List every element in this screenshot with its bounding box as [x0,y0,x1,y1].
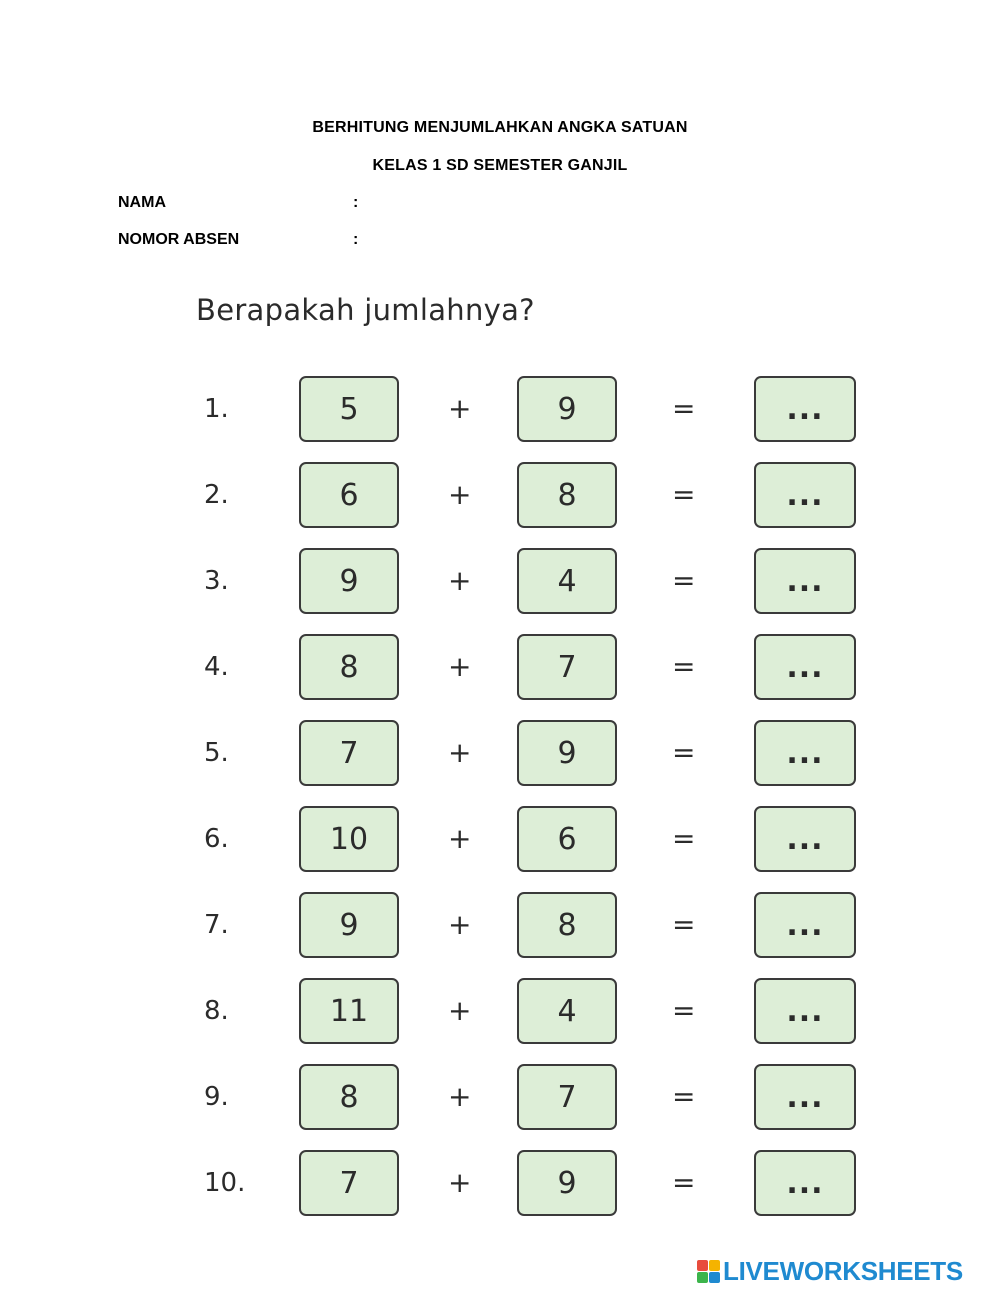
problem-number: 6. [204,824,229,854]
problem-row [0,376,1000,446]
answer-box[interactable]: ... [754,376,856,442]
problem-number: 5. [204,738,229,768]
first-addend-box: 7 [299,720,399,786]
absence-number-label: NOMOR ABSEN [118,231,240,248]
name-field [118,194,359,212]
liveworksheets-logo-icon [697,1260,720,1283]
equals-sign: = [672,908,696,941]
first-addend-box: 8 [299,634,399,700]
second-addend-box: 4 [517,548,617,614]
plus-sign: + [448,564,472,597]
answer-box[interactable]: ... [754,1150,856,1216]
problem-number: 7. [204,910,229,940]
problem-row [0,634,1000,704]
equals-sign: = [672,736,696,769]
second-addend-box: 4 [517,978,617,1044]
plus-sign: + [448,994,472,1027]
problem-number: 9. [204,1082,229,1112]
answer-box[interactable]: ... [754,892,856,958]
answer-box[interactable]: ... [754,462,856,528]
problem-row [0,1150,1000,1220]
problem-row [0,892,1000,962]
plus-sign: + [448,822,472,855]
worksheet-title: BERHITUNG MENJUMLAHKAN ANGKA SATUAN [312,119,688,136]
equals-sign: = [672,650,696,683]
absence-number-field [118,231,359,249]
answer-box[interactable]: ... [754,806,856,872]
answer-box[interactable]: ... [754,548,856,614]
problem-row [0,548,1000,618]
problem-row [0,1064,1000,1134]
answer-box[interactable]: ... [754,720,856,786]
plus-sign: + [448,1166,472,1199]
equals-sign: = [672,478,696,511]
problem-number: 10. [204,1168,246,1198]
name-colon: : [353,194,359,211]
first-addend-box: 9 [299,892,399,958]
equals-sign: = [672,822,696,855]
problem-row [0,806,1000,876]
answer-box[interactable]: ... [754,634,856,700]
question-heading: Berapakah jumlahnya? [196,293,535,327]
first-addend-box: 6 [299,462,399,528]
first-addend-box: 10 [299,806,399,872]
first-addend-box: 11 [299,978,399,1044]
equals-sign: = [672,392,696,425]
brand-name: LIVEWORKSHEETS [723,1255,963,1286]
first-addend-box: 8 [299,1064,399,1130]
plus-sign: + [448,908,472,941]
problem-row [0,720,1000,790]
equals-sign: = [672,994,696,1027]
problem-number: 3. [204,566,229,596]
second-addend-box: 9 [517,720,617,786]
problem-row [0,462,1000,532]
first-addend-box: 9 [299,548,399,614]
first-addend-box: 5 [299,376,399,442]
second-addend-box: 9 [517,376,617,442]
equals-sign: = [672,1166,696,1199]
answer-box[interactable]: ... [754,978,856,1044]
equals-sign: = [672,564,696,597]
second-addend-box: 6 [517,806,617,872]
plus-sign: + [448,478,472,511]
equals-sign: = [672,1080,696,1113]
worksheet-subtitle: KELAS 1 SD SEMESTER GANJIL [372,157,628,174]
second-addend-box: 8 [517,892,617,958]
plus-sign: + [448,650,472,683]
name-label: NAMA [118,194,166,211]
second-addend-box: 8 [517,462,617,528]
problem-number: 2. [204,480,229,510]
problem-row [0,978,1000,1048]
absence-number-colon: : [353,231,359,248]
problem-number: 1. [204,394,229,424]
second-addend-box: 7 [517,634,617,700]
second-addend-box: 9 [517,1150,617,1216]
problem-number: 8. [204,996,229,1026]
first-addend-box: 7 [299,1150,399,1216]
second-addend-box: 7 [517,1064,617,1130]
plus-sign: + [448,392,472,425]
plus-sign: + [448,736,472,769]
answer-box[interactable]: ... [754,1064,856,1130]
plus-sign: + [448,1080,472,1113]
problem-number: 4. [204,652,229,682]
liveworksheets-brand [697,1256,963,1286]
